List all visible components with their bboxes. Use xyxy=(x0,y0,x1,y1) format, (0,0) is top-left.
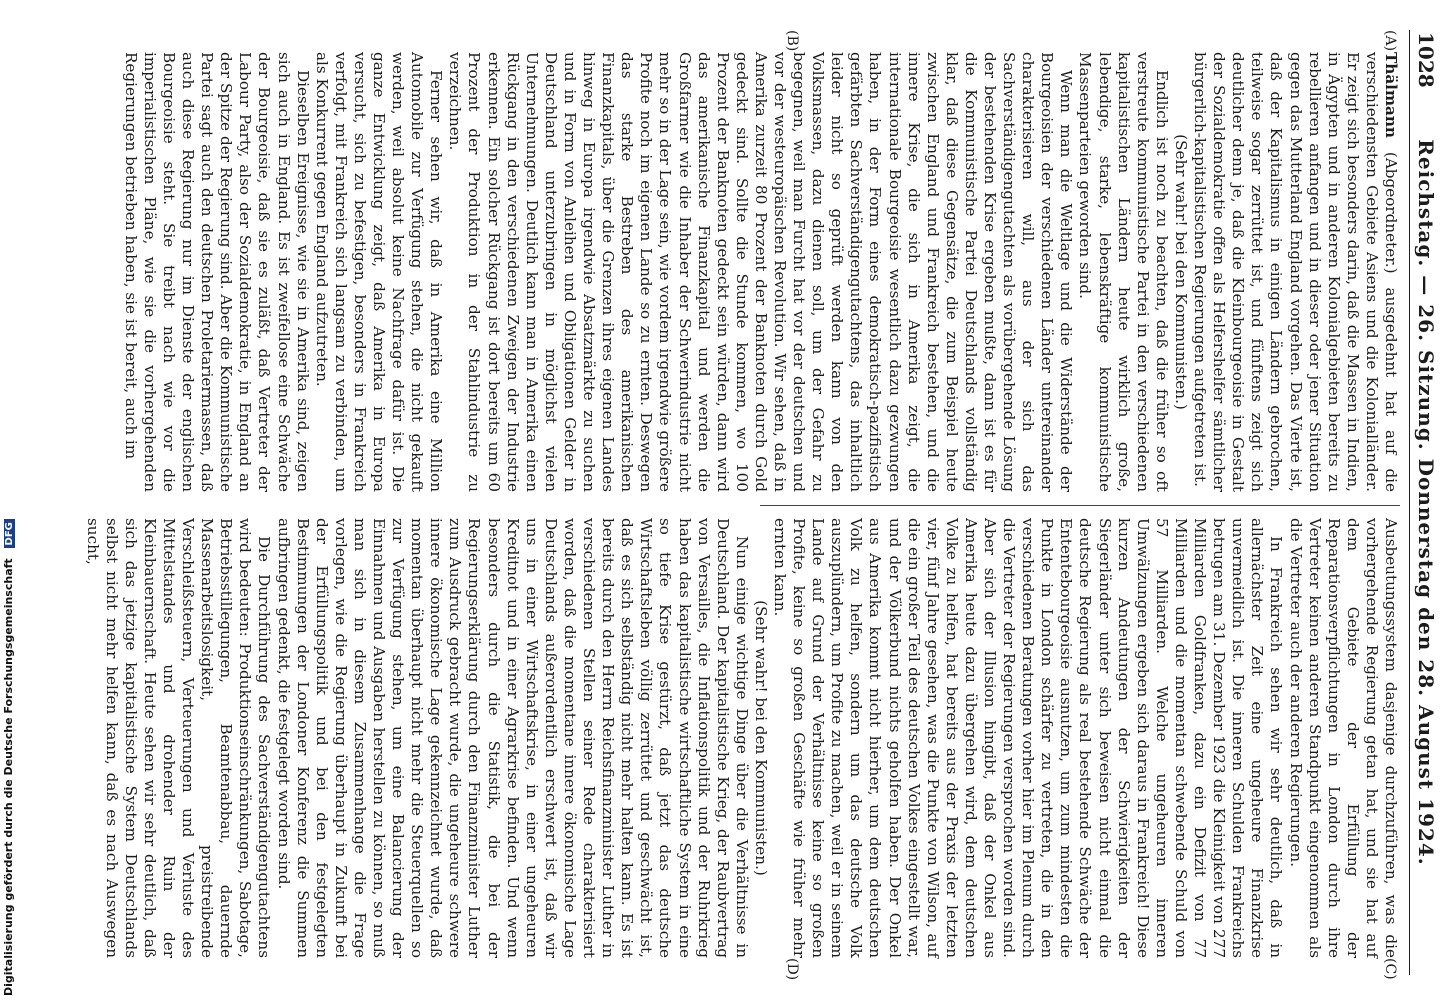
paragraph: Wenn man die Weltlage und die Widerstände der Bourgeoisien der verschiedenen Länder untereinander charakterisieren will, aus der sich das Sachverständigengutachten als vorübergehende Lösung der bestehenden Krise ergeben mußte, dann ist es für die Kommunistische Partei Deutschlands vollständig klar, daß diese Gegensätze, die zum Beispiel heute zwischen England und Frankreich bestehen, und die innere Krise, die sich in Amerika zeigt, die internationale Bourgeoisie wesentlich dazu gezwungen haben, in der Form eines demokratisch-pazifistisch gefärbten Sachverständigengutachtens, das inhaltlich leider nicht so geprüft werden kann von den Volksmassen, dazu dienen soll, um der Gefahr zu begegnen, weil man Furcht hat vor der deutschen und vor der westeuropäischen Revolution. Wir sehen, daß in Amerika zurzeit 80 Prozent der Banknoten durch Gold gedeckt sind. Sollte die Stunde kommen, wo 100 Prozent der Banknoten gedeckt sein würden, dann wird das amerikanische Finanzkapital und werden die Großfarmer wie die Inhaber der Schwerindustrie nicht mehr so in der Lage sein, wie vordem irgendwie größere Profite noch im eigenen Lande so zu ernten. Deswegen das starke Bestreben des amerikanischen Finanzkapitals, über die Grenzen ihres eigenen Landes hinweg in Europa irgendwie Absatzmärkte zu suchen und in Form von Anleihen und Obligationen Gelder in Deutschland unterzubringen in möglichst vielen Unternehmungen. Deutlich kann man in Amerika einen Rückgang in den verschiedenen Zweigen der Industrie erkennen. Ein solcher Rückgang ist dort bereits um 60 Prozent der Produktion in der Stahlindustrie zu verzeichnen. xyxy=(446,52,1076,492)
speaker-name: Thälmann xyxy=(1382,52,1400,138)
margin-mark-a: (A) xyxy=(1382,30,1398,52)
margin-mark-c: (C) xyxy=(1382,958,1398,980)
paragraph: Nun einige wichtige Dinge über die Verhältnisse in Deutschland. Der kapitalistische Krieg, der Raubvertrag von Versailles, die Inflationspolitik und der Ruhrkrieg haben das kapitalistische wirtschaftliche System in eine so tiefe Krise gestürzt, daß jetzt das deutsche Wirtschaftsleben völlig zerrüttet und geschwächt ist, daß es sich selbständig nicht mehr halten kann. Es ist bereits durch den Herrn Reichsfinanzminister Luther in verschiedenen Stellen seiner Rede charakterisiert worden, daß die momentane innere ökonomische Lage Deutschlands außerordentlich erschwert ist, daß wir uns in einer Wirtschaftskrise, in einer ungeheuren Kreditnot und in einer Agrarkrise befinden. Und wenn besonders durch die Statistik, die bei der Regierungserklärung durch den Finanzminister Luther zum Ausdruck gebracht wurde, die ungeheure schwere innere ökonomische Lage gekennzeichnet wurde, daß momentan überhaupt nicht mehr die Steuerquellen so zur Verfügung stehen, um eine Balancierung der Einnahmen und Ausgaben herstellen zu können, so muß man sich in diesem Zusammenhange die Frage vorlegen, wie die Regierung überhaupt in Zukunft bei der Erfüllungspolitik und bei den festgelegten Bestimmungen der Londoner Konferenz die Summen aufbringen gedenkt, die festgelegt worden sind. xyxy=(274,518,751,958)
paragraph: Dieselben Ereignisse, wie sie in Amerika sind, zeigen sich auch in England. Es ist zweifellose eine Schwäche der Bourgeoisie, daß sie es zuläßt, daß Vertreter der Labour Party, also der Sozialdemokratie, in England an der Spitze der Regierung sind. Aber die Kommunistische Partei sagt auch den deutschen Proletariermassen, daß auch diese Regierung nur im Dienste der englischen Bourgeoisie steht. Sie treibt nach wie vor die imperialistischen Pläne, wie sie die vorhergehenden Regierungen betrieben haben, sie ist bereit, auch im xyxy=(121,52,312,492)
interjection: (Sehr wahr! bei den Kommunisten.) xyxy=(751,600,770,876)
column-divider xyxy=(760,505,1400,506)
paragraph: Die Durchführung des Sachverständigengutachtens wird bedeuten: Produktionseinschränkungen, Sabotage, Betriebsstillegungen, Beamtenabbau, dauernde Massenarbeitslosigkeit, preistreibende Verschleißsteuern, Verteuerungen und Verluste des Mittelstandes und drohender Ruin der Kleinbauernschaft. Heute sehen wir sehr deutlich, daß sich das jetzige kapitalistische System Deutschlands selbst nicht mehr helfen kann, daß es nach Auswegen sucht, xyxy=(83,518,274,958)
page-header xyxy=(1409,30,1440,975)
interjection: (Sehr wahr! bei den Kommunisten.) xyxy=(1171,134,1190,410)
page-title: Reichstag. — 26. Sitzung. Donnerstag den 28. August 1924. xyxy=(1414,139,1438,866)
left-column xyxy=(120,52,1400,492)
paragraph: ausgedehnt hat auf die verschiedensten Gebiete Asiens und die Kolonialländer. Er zeigt sich besonders darin, daß die Massen in Indien, in Ägypten und in anderen Kolonialgebieten bereits zu rebellieren anfangen und in dieser oder jener Situation gegen das Mutterland England vorgehen. Das Vierte ist, daß der Kapitalismus in einigen Ländern gebrochen, teilweise sogar zerrüttet ist, und fünftens zeigt sich deutlicher denn je, daß die Kleinbourgeoisie in Gestalt der Sozialdemokratie offen als Helfershelfer sämtlicher bürgerlich-kapitalistischen Regierungen aufgetreten ist. xyxy=(1191,52,1400,493)
footer-credit xyxy=(2,0,18,996)
margin-mark-b: (B) xyxy=(784,30,800,52)
speaker-paragraph xyxy=(1190,52,1400,492)
paragraph: Ausbeutungssystem dasjenige durchzuführen, was die vorhergehende Regierung getan hat, und sie hat auf dem Gebiete der Erfüllung der Reparationsverpflichtungen in London durch ihre Vertreter keinen anderen Standpunkt eingenommen als die Vertreter auch der anderen Regierungen. xyxy=(1286,518,1400,958)
paragraph: Endlich ist noch zu beachten, daß die früher so oft verstreute kommunistische Partei in den verschiedenen kapitalistischen Ländern heute wirklich große, lebendige, starke, lebenskräftige kommunistische Massenparteien geworden sind. xyxy=(1076,52,1171,492)
paragraph: In Frankreich sehen wir sehr deutlich, daß in allernächster Zeit eine ungeheure Finanzkrise unvermeidlich ist. Die inneren Schulden Frankreichs betrugen am 31. Dezember 1923 die Kleinigkeit von 277 Milliarden Goldfranken, dazu ein Defizit von 77 Milliarden und die momentan schwebende Schuld von 57 Milliarden. Welche ungeheuren inneren Umwälzungen ergeben sich daraus in Frankreich! Diese kurzen Andeutungen der Schwierigkeiten der Siegerländer unter sich beweisen nicht einmal die deutsche Regierung als real bestehende Schwäche der Ententebourgeoisie ausnutzen, um zum mindesten die Punkte in London schärfer zu vertreten, die in den verschiedenen Beratungen vorher hier im Plenum durch die Vertreter der Regierungen versprochen worden sind. Aber sich der Illusion hingibt, daß der Onkel aus Amerika heute dazu übergehen wird, dem deutschen Volke zu helfen, hat bereits aus der Praxis der letzten vier, fünf Jahre gesehen, was die Punkte von Wilson, auf die ein großer Teil des deutschen Volkes eingestellt war, und der Völkerbund nichts geholfen haben. Der Onkel aus Amerika kommt nicht hierher, um dem deutschen Volk zu helfen, sondern um das deutsche Volk auszuplündern, um Profite zu machen, weil er in seinem Lande auf Grund der Verhältnisse keine so großen Profite, keine so großen Geschäfte wie früher mehr ernten kann. xyxy=(771,518,1286,958)
speaker-role: (Abgeordneter.) xyxy=(1382,151,1400,274)
rotated-page-content xyxy=(83,30,1440,981)
margin-mark-d: (D) xyxy=(784,958,800,981)
dfg-logo: DFG xyxy=(4,519,15,548)
paragraph: Ferner sehen wir, daß in Amerika eine Million Automobile zur Verfügung stehen, die nicht gekauft werden, weil absolut keine Nachfrage dafür ist. Die ganze Entwicklung zeigt, daß Amerika in Europa versucht, sich zu befestigen, besonders in Frankreich verfolgt, mit Frankreich sich langsam zu verbinden, um als Konkurrent gegen England aufzutreten. xyxy=(312,52,446,492)
footer-text: Digitalisierung gefördert durch die Deutsche Forschungsgemeinschaft xyxy=(2,558,15,996)
page-number: 1028 xyxy=(1414,32,1438,88)
right-column xyxy=(83,518,1400,958)
